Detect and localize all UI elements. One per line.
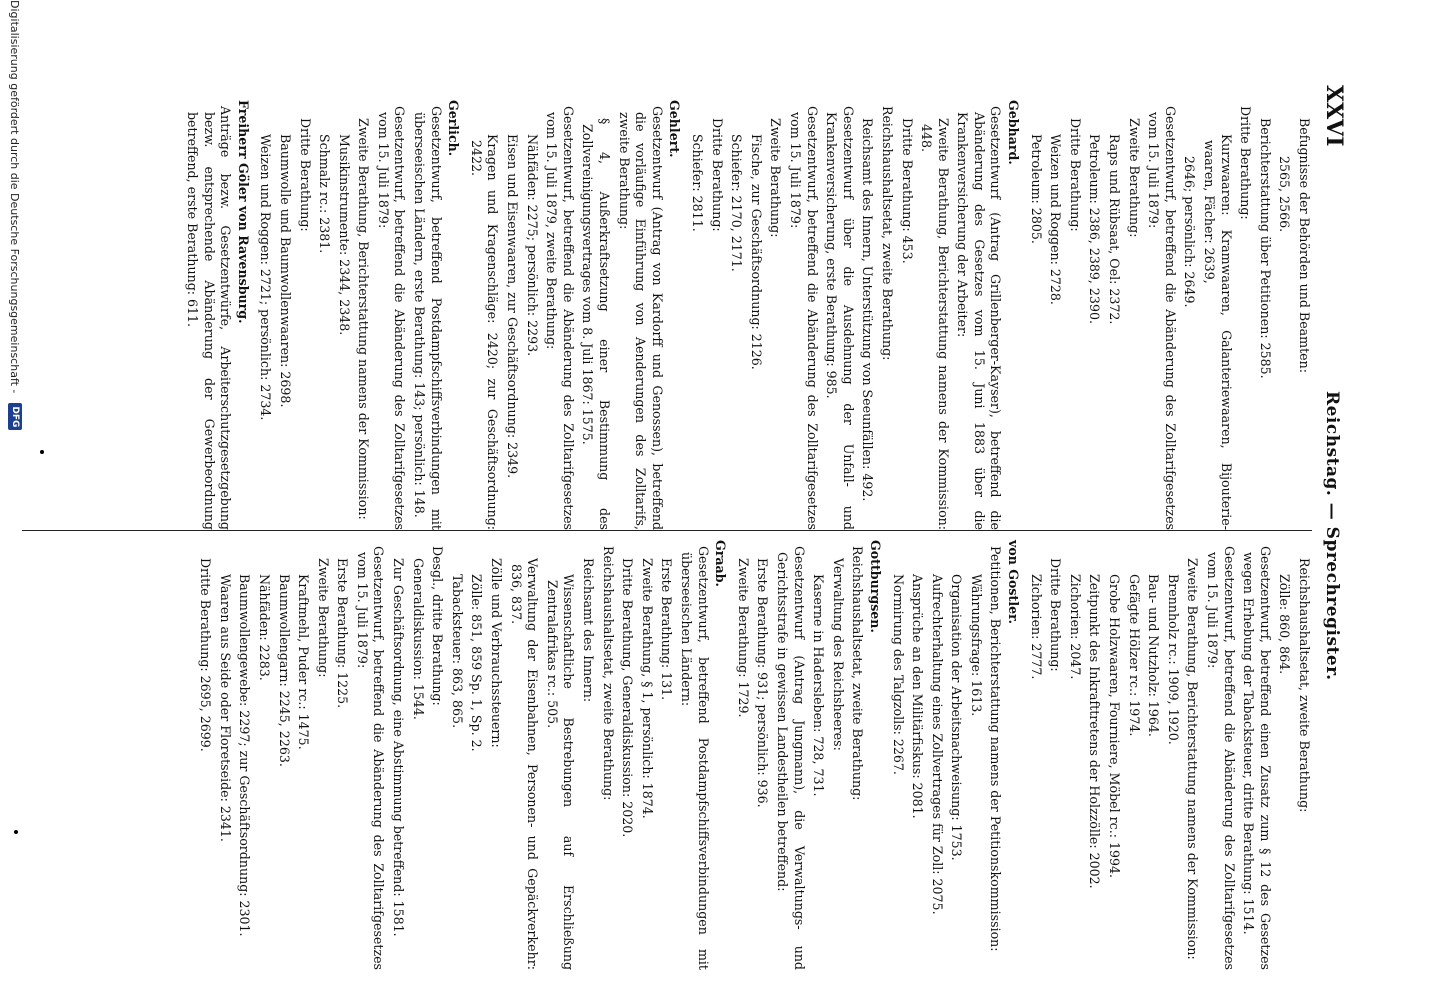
register-entry: Dritte Berathung: (709, 118, 725, 232)
register-entry: Gesetzentwurf über die Ausdehnung der Unfall- und Krankenversicherung, erste Berathung: 985. (824, 106, 856, 530)
register-entry: Berichterstattung über Petitionen: 2585. (1257, 118, 1273, 379)
register-entry: Dritte Berathung: (1067, 118, 1083, 232)
register-entry: Gesetzentwurf, betreffend die Abänderung des Zolltarifgesetzes vom 15. Juli 1879: (1205, 546, 1237, 970)
register-entry: 2565, 2566. (1277, 156, 1293, 233)
register-entry: Gesetzentwurf, betreffend die Abänderung des Zolltarifgesetzes vom 15. Juli 1879: (354, 546, 387, 970)
register-entry: Zichorien: 2777. (1028, 574, 1044, 680)
register-entry: Reichshaushaltsetat, zweite Berathung: (1297, 558, 1312, 813)
register-entry: Zichorien: 2047. (1067, 574, 1083, 680)
register-entry: Schmalz rc.: 2381. (317, 134, 333, 254)
register-entry: Zeitpunkt des Inkrafttretens der Holzzölle: 2002. (1087, 574, 1103, 889)
register-entry: Zur Geschäftsordnung, eine Abstimmung betreffend: 1581. (391, 558, 407, 937)
scan-speck (40, 450, 44, 454)
register-entry: Zölle: 851, 859 Sp. 1, Sp. 2. (469, 574, 485, 752)
speaker-name: Gebhard. (1006, 100, 1022, 165)
register-entry: Verwaltung des Reichsheeres: (830, 558, 846, 751)
register-entry: Brennholz rc.: 1909, 1920. (1165, 574, 1181, 745)
page-title: Reichstag. — Sprechregister. (1322, 390, 1342, 681)
register-entry: Gefägte Hölzer rc.: 1974. (1126, 574, 1142, 737)
register-entry: Dritte Berathung: (1238, 106, 1254, 220)
register-entry: Zölle und Verbrauchssteuern: (489, 558, 505, 748)
page-header (1317, 85, 1347, 965)
register-entry: Petitionen, Berichterstattung namens der Petitionskommission: (988, 546, 1004, 952)
register-entry: Gesetzentwurf, betreffend die Abänderung des Zolltarifgesetzes vom 15. Juli 1879: (375, 106, 408, 530)
register-entry: § 4, Außerkraftsetzung einer Bestimmung des Zollvereinigungsvertrages vom 8. Juli 1867: 1575. (580, 118, 613, 530)
register-entry: Bau- und Nutzholz: 1964. (1146, 574, 1162, 737)
speaker-name: Gerlich. (446, 100, 462, 157)
register-entry: Baumwollengarn: 2245, 2263. (276, 574, 292, 767)
register-entry: Weizen und Roggen: 2728. (1048, 134, 1064, 305)
speaker-name: Graab. (713, 540, 729, 587)
register-entry: Generaldiskussion: 1544. (410, 558, 426, 720)
register-entry: Kaserne in Hadersleben: 728, 731. (811, 574, 827, 797)
register-entry: Desgl., dritte Berathung: (430, 546, 446, 706)
right-column (194, 540, 1312, 970)
register-entry: Dritte Berathung: 2695, 2699. (198, 558, 214, 752)
register-entry: Grobe Holzwaaren, Fourniere, Möbel rc.: 1994. (1107, 574, 1123, 879)
register-entry: Petroleum: 2386, 2389, 2390. (1087, 134, 1103, 324)
register-entry: Kraftmehl, Puder rc.: 1475. (296, 574, 312, 750)
register-entry: Erste Berathung: 131. (659, 558, 675, 701)
register-entry: Musikinstrumente: 2344, 2348. (336, 134, 352, 336)
register-entry: Wissenschaftliche Bestrebungen auf Erschließung Zentralafrikas rc.: 505. (544, 574, 577, 970)
register-entry: Reichsamt des Innern: (581, 558, 597, 703)
register-entry: Erste Berathung: 1225. (335, 558, 351, 709)
register-entry: Dritte Berathung, Generaldiskussion: 2020. (620, 558, 636, 838)
register-entry: Ansprüche an den Militärfiskus: 2081. (910, 574, 926, 819)
register-entry: Zweite Berathung, Berichterstattung namens der Kommission: 448. (919, 118, 951, 530)
register-entry: Gesetzentwurf (Antrag von Kardorff und Genossen), betreffend die vorläufige Einführung von Aenderungen des Zolltarifs, zweite Berathung: (616, 106, 665, 530)
register-entry: Gesetzentwurf, betreffend einen Zusatz zum § 12 des Gesetzes wegen Erhebung der Tabacksteuer, dritte Berathung: 1514. (1241, 546, 1273, 970)
digitization-note: Digitalisierung gefördert durch die Deutsche Forschungsgemeinschaft - (8, 0, 22, 394)
left-column (180, 100, 1312, 530)
register-entry: Gesetzentwurf, betreffend Postdampfschiffsverbindungen mit überseeischen Ländern, erste Berathung: 143; persönlich: 148. (412, 106, 444, 530)
register-entry: Gesetzentwurf, betreffend die Abänderung des Zolltarifgesetzes vom 15. Juli 1879: (1146, 106, 1178, 530)
register-entry: Zweite Berathung: (1126, 118, 1142, 238)
register-entry: Nähfäden: 2275; persönlich: 2293. (524, 134, 540, 357)
register-entry: Baumwollengewebe: 2297; zur Geschäftsordnung: 2301. (237, 574, 253, 937)
register-entry: Normirung des Talgzolls: 2267. (890, 574, 906, 775)
register-entry: Fische, zur Geschäftsordnung: 2126. (748, 134, 764, 370)
register-entry: Zweite Berathung, § 1, persönlich: 1874. (639, 558, 655, 819)
register-entry: Zweite Berathung, Berichterstattung namens der Kommission: (1185, 558, 1201, 960)
register-entry: 2646; persönlich: 2649. (1182, 156, 1198, 308)
register-entry: Waaren aus Seide oder Floretseide: 2341. (217, 574, 233, 842)
register-entry: Tabacksteuer: 863, 865. (449, 574, 465, 729)
register-entry: Reichshaushaltsetat, zweite Berathung: (850, 546, 866, 801)
register-entry: Raps und Rübsaat, Oel: 2372. (1107, 134, 1123, 325)
register-entry: Zweite Berathung: (315, 558, 331, 678)
column-divider (22, 530, 1312, 531)
register-entry: Kurzwaaren: Kramwaaren, Galanteriewaaren, Bijouteriewaaren, Fächer: 2639, (1202, 134, 1234, 530)
register-entry: Reichshaushaltsetat, zweite Berathung: (879, 106, 895, 361)
register-entry: Schiefer: 2170, 2171. (729, 134, 745, 272)
register-entry: Währungsfrage: 1613. (968, 574, 984, 717)
dfg-logo-icon: DFG (8, 403, 22, 430)
register-entry: Dritte Berathung: (297, 118, 313, 232)
register-entry: Petroleum: 2805. (1028, 134, 1044, 244)
register-entry: Reichshaushaltsetat, zweite Berathung: (600, 546, 616, 801)
speaker-name: Gehlert. (667, 100, 683, 158)
register-entry: Kragen und Kragenschläge: 2420; zur Geschäftsordnung: 2422. (468, 134, 501, 530)
register-entry: Aufrechterhaltung eines Zollvertrages für Zoll: 2075. (929, 574, 945, 915)
register-entry: Gesetzentwurf, betreffend die Abänderung des Zolltarifgesetzes vom 15. Juli 1879, zweite Berathung: (544, 106, 576, 530)
register-entry: Verwaltung der Eisenbahnen, Personen- und Gepäckverkehr: 836, 837. (508, 558, 541, 970)
register-entry: Zweite Berathung: (768, 118, 784, 238)
register-entry: Befugnisse der Behörden und Beamten: (1297, 118, 1312, 373)
scan-speck (14, 830, 18, 834)
page-number: XXVI (1321, 85, 1347, 147)
register-entry: Zölle: 860, 864. (1277, 574, 1293, 675)
register-entry: Organisation der Arbeitsnachweisung: 1753. (949, 574, 965, 861)
register-entry: Dritte Berathung: (1048, 558, 1064, 672)
speaker-name: von Gostler. (1006, 540, 1022, 624)
register-entry: Gesetzentwurf (Antrag Jungmann), die Verwaltungs- und Gerichtsstrafe in gewissen Landestheilen betreffend: (774, 546, 807, 970)
register-entry: Zweite Berathung: 1729. (735, 558, 751, 718)
register-entry: Schiefer: 2811. (690, 134, 705, 232)
register-entry: Weizen und Roggen: 2721; persönlich: 2734. (258, 134, 274, 421)
register-entry: Dritte Berathung: 453. (899, 118, 915, 264)
register-entry: Erste Berathung: 931; persönlich: 936. (755, 558, 771, 808)
register-entry: Zweite Berathung, Berichterstattung namens der Kommission: (356, 118, 372, 520)
register-entry: Gesetzentwurf (Antrag Grillenberger-Kayser), betreffend die Abänderung des Gesetzes vom 15. Juni 1883 über die Krankenversicherung der Arbeiter: (955, 106, 1004, 530)
register-entry: Eisen und Eisenwaaren, zur Geschäftsordnung: 2349. (505, 134, 521, 479)
register-entry: Gesetzentwurf, betreffend Postdampfschiffsverbindungen mit überseeischen Ländern: (679, 546, 711, 970)
register-entry: Baumwolle und Baumwollenwaaren: 2698. (277, 134, 293, 408)
speaker-name: Gottburgsen. (867, 540, 883, 633)
register-entry: Nähfäden: 2283. (256, 574, 272, 681)
register-entry: Gesetzentwurf, betreffend die Abänderung des Zolltarifgesetzes vom 15. Juli 1879: (787, 106, 820, 530)
page-footer (2, 0, 28, 1000)
speaker-name: Freiherr Göler von Ravensburg. (235, 100, 251, 324)
register-entry: Reichsamt des Innern, Unterstützung von Seeunfällen: 492. (860, 118, 876, 502)
register-entry: Anträge bezw. Gesetzentwürfe, Arbeiterschutzgesetzgebung bezw. entsprechende Abänderung der Gewerbeordnung betreffend, erste Berathung: 611. (184, 106, 234, 530)
